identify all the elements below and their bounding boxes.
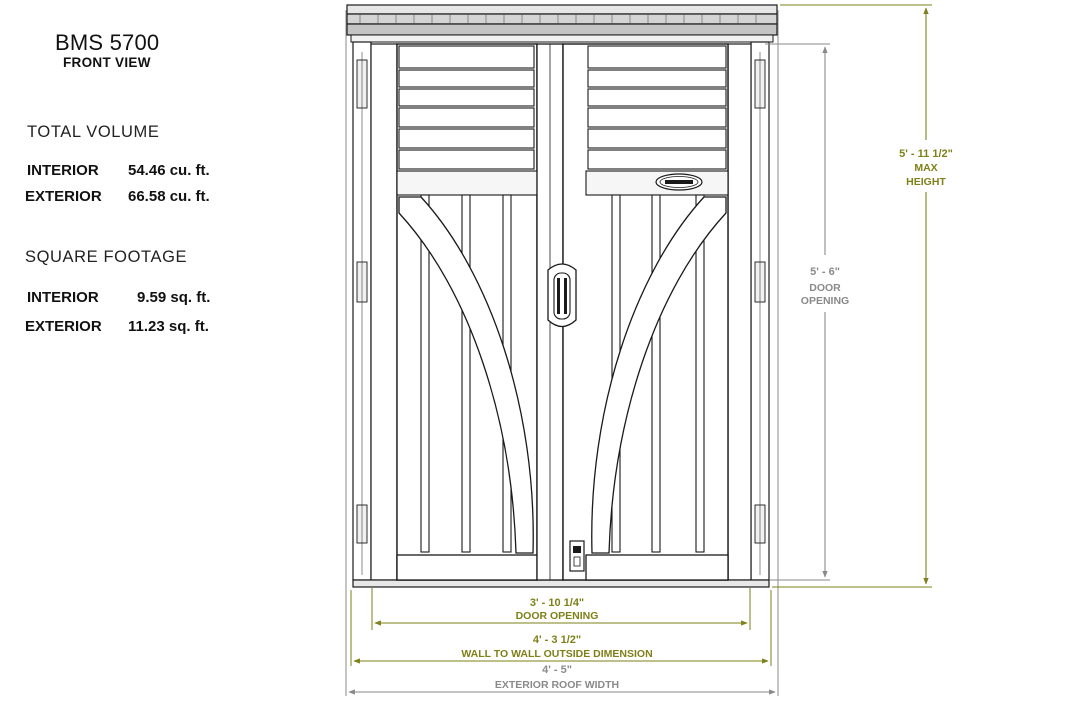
max-height-dimension [772,5,953,587]
roof-width-label: EXTERIOR ROOF WIDTH [494,679,620,691]
sqft-interior-label: INTERIOR [27,289,99,306]
roof [347,5,777,42]
max-height-value: 5' - 11 1/2" [899,148,953,160]
left-door [397,44,537,580]
door-latch[interactable] [570,541,584,571]
door-width-label: DOOR OPENING [515,610,599,622]
door-width-dimension [372,588,750,630]
total-volume-title: TOTAL VOLUME [27,123,160,141]
volume-exterior-value: 66.58 cu. ft. [128,188,210,205]
model-title: BMS 5700 [55,30,160,55]
sqft-interior-value: 9.59 sq. ft. [137,289,211,306]
sqft-exterior-label: EXTERIOR [25,318,102,335]
max-height-label-line1: MAX [914,162,938,174]
sqft-exterior-value: 11.23 sq. ft. [128,318,209,335]
max-height-label-line2: HEIGHT [906,176,946,188]
square-footage-title: SQUARE FOOTAGE [25,248,188,266]
door-height-label-line2: OPENING [800,295,850,307]
volume-interior-label: INTERIOR [27,162,99,179]
wall-width-label: WALL TO WALL OUTSIDE DIMENSION [461,648,653,660]
view-subtitle: FRONT VIEW [63,55,151,70]
volume-interior-value: 54.46 cu. ft. [128,162,210,179]
door-handle[interactable] [548,264,576,327]
wall-width-value: 4' - 3 1/2" [532,634,582,646]
door-height-label-line1: DOOR [809,282,841,294]
brand-logo-badge [656,174,702,190]
right-door [563,44,728,580]
volume-exterior-label: EXTERIOR [25,188,102,205]
roof-width-value: 4' - 5" [542,664,572,676]
door-width-value: 3' - 10 1/4" [529,597,585,609]
door-height-value: 5' - 6" [810,266,840,278]
